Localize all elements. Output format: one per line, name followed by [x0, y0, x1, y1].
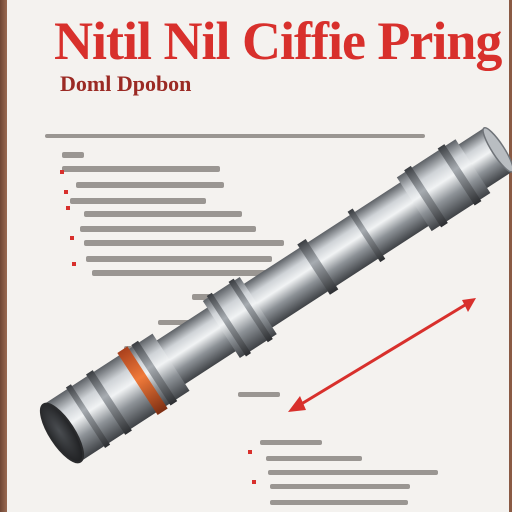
document-subtitle: Doml Dpobon: [60, 71, 192, 96]
pointer-arrow-lower: [288, 298, 476, 412]
document-title: Nitil Nil Ciffie Pring: [54, 11, 502, 71]
